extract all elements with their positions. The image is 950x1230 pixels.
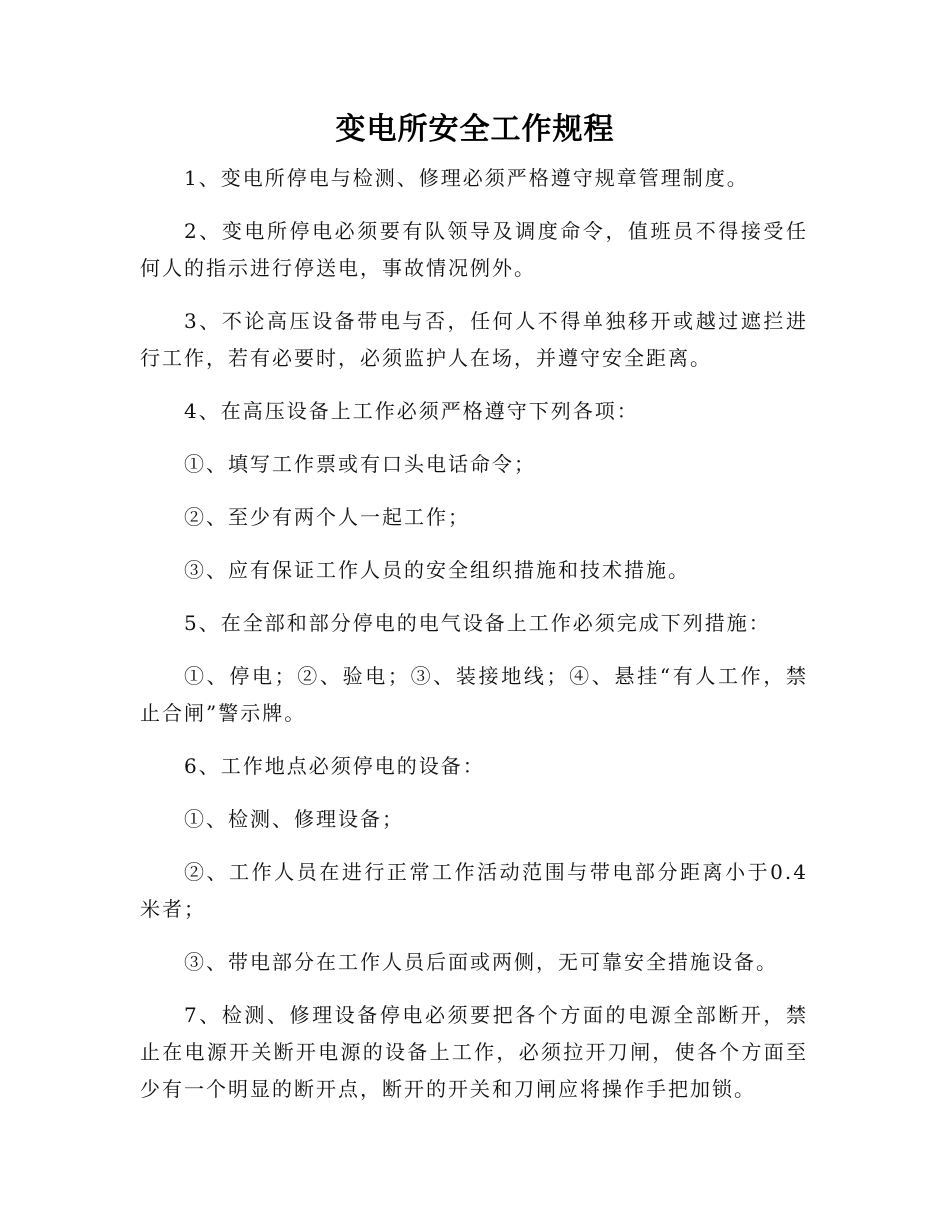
paragraph-rule-6-item-3: ③、带电部分在工作人员后面或两侧，无可靠安全措施设备。 xyxy=(184,950,778,974)
document-title: 变电所安全工作规程 xyxy=(335,112,615,147)
paragraph-rule-2: 2、变电所停电必须要有队领导及调度命令，值班员不得接受任何人的指示进行停送电，事故情况例外。 xyxy=(140,219,808,280)
paragraph-rule-5-items: ①、停电；②、验电；③、装接地线；④、悬挂“有人工作，禁止合闸”警示牌。 xyxy=(140,664,808,725)
paragraph-rule-3: 3、不论高压设备带电与否，任何人不得单独移开或越过遮拦进行工作，若有必要时，必须监护人在场，并遵守安全距离。 xyxy=(140,309,808,370)
paragraph-rule-4-item-3: ③、应有保证工作人员的安全组织措施和技术措施。 xyxy=(184,558,690,582)
paragraph-rule-5: 5、在全部和部分停电的电气设备上工作必须完成下列措施： xyxy=(184,611,771,635)
document-body xyxy=(140,160,808,1124)
paragraph-rule-6-item-1: ①、检测、修理设备； xyxy=(184,807,404,831)
paragraph-rule-6-item-2: ②、工作人员在进行正常工作活动范围与带电部分距离小于0.4米者； xyxy=(140,860,808,921)
paragraph-rule-7: 7、检测、修理设备停电必须要把各个方面的电源全部断开，禁止在电源开关断开电源的设备上工作，必须拉开刀闸，使各个方面至少有一个明显的断开点，断开的开关和刀闸应将操作手把加锁。 xyxy=(140,1003,808,1101)
paragraph-rule-4-item-1: ①、填写工作票或有口头电话命令； xyxy=(184,452,536,476)
paragraph-rule-4-item-2: ②、至少有两个人一起工作； xyxy=(184,505,470,529)
paragraph-rule-4: 4、在高压设备上工作必须严格遵守下列各项： xyxy=(184,399,639,423)
paragraph-rule-6: 6、工作地点必须停电的设备： xyxy=(184,754,485,778)
paragraph-rule-1: 1、变电所停电与检测、修理必须严格遵守规章管理制度。 xyxy=(184,166,749,190)
